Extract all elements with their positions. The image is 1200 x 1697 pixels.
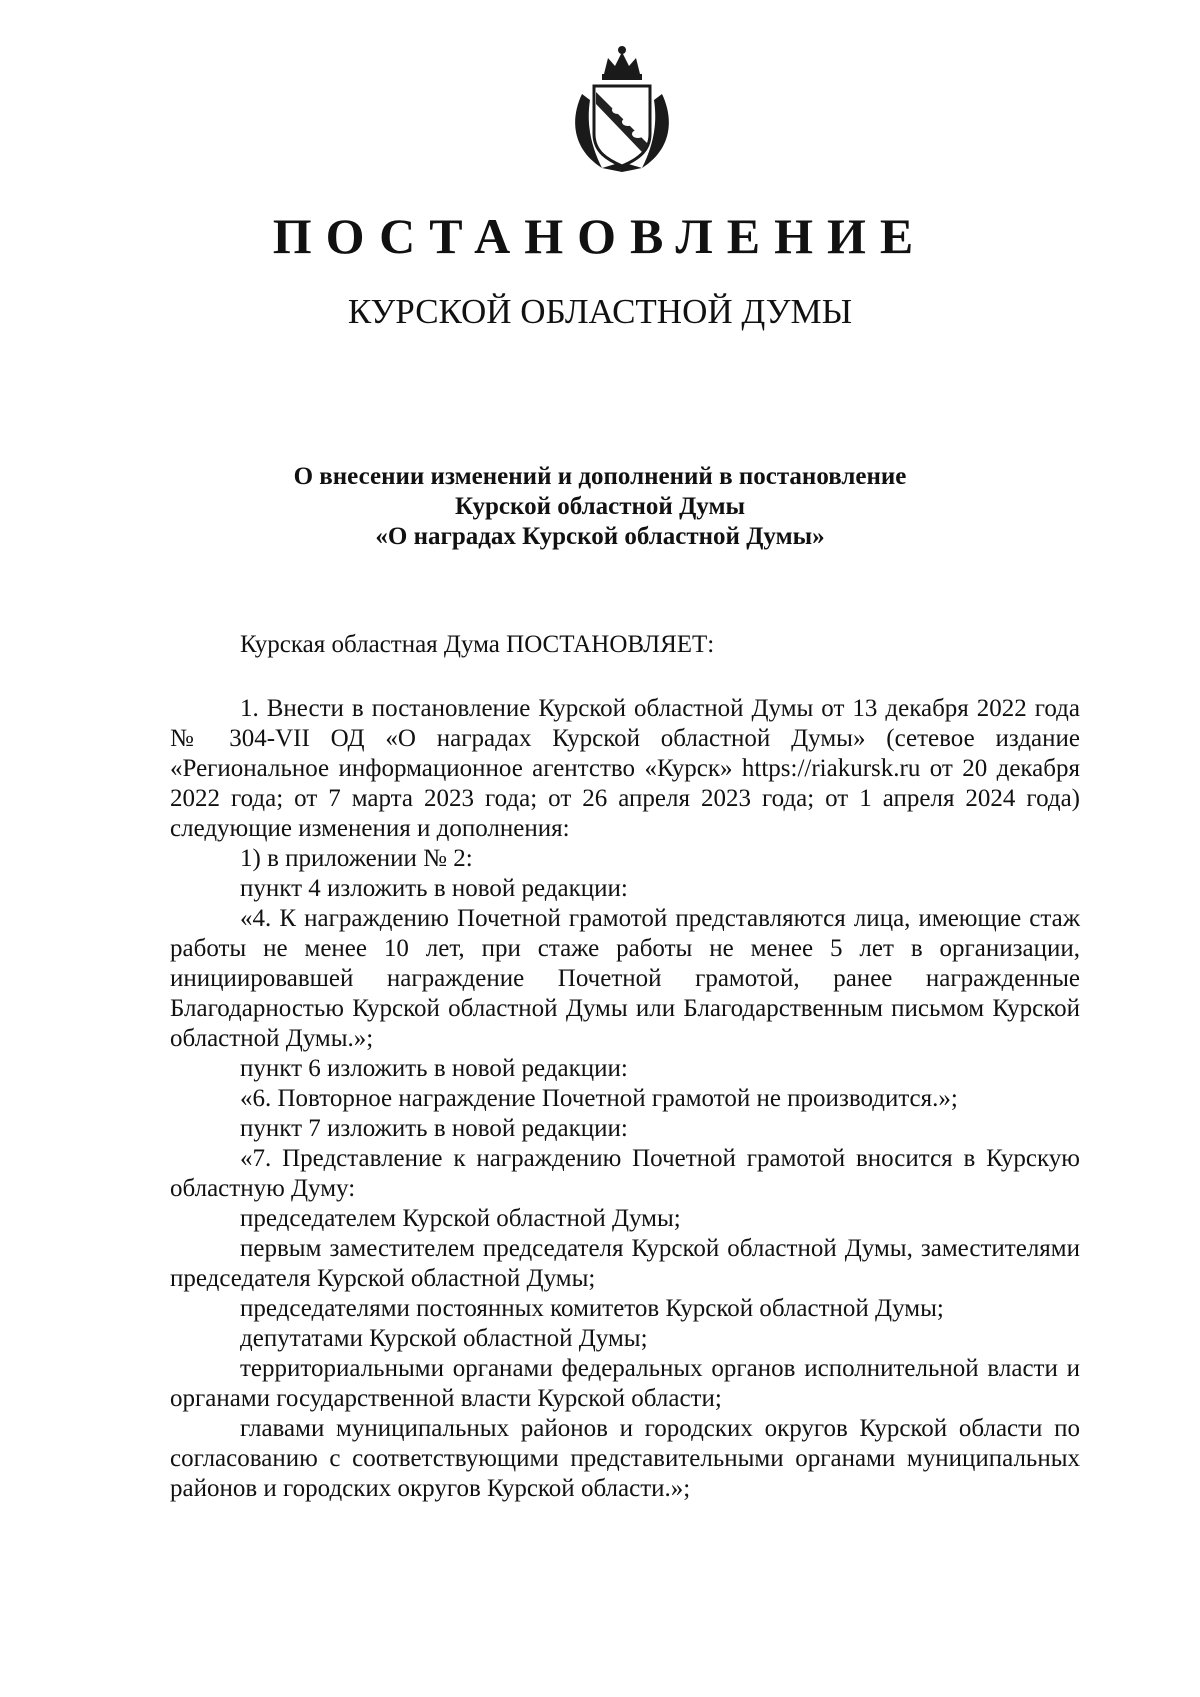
- document-body: [170, 630, 1080, 1504]
- body-paragraph: пункт 4 изложить в новой редакции:: [240, 875, 628, 902]
- body-paragraph: председателями постоянных комитетов Курской областной Думы;: [240, 1295, 944, 1322]
- body-paragraph: первым заместителем председателя Курской областной Думы, заместителями председателя Курской областной Думы;: [170, 1235, 1080, 1292]
- body-paragraph: главами муниципальных районов и городских округов Курской области по согласованию с соответствующими представительными органами муниципальных районов и городских округов Курской области.»;: [170, 1415, 1080, 1502]
- body-paragraph: 1) в приложении № 2:: [240, 845, 473, 872]
- body-paragraph: пункт 6 изложить в новой редакции:: [240, 1055, 628, 1082]
- resolution-preamble: Курская областная Дума ПОСТАНОВЛЯЕТ:: [240, 631, 715, 658]
- document-heading: [0, 462, 1200, 552]
- document-issuer: КУРСКОЙ ОБЛАСТНОЙ ДУМЫ: [347, 292, 853, 331]
- heading-line: Курской областной Думы: [455, 493, 745, 520]
- body-paragraph: «4. К награждению Почетной грамотой представляются лица, имеющие стаж работы не менее 10 лет, при стаже работы не менее 5 лет в организации, инициировавшей награждение Почетной грамотой, ранее награжденные Благодарностью Курской областной Думы или Благодарственным письмом Курской областной Думы.»;: [170, 905, 1080, 1052]
- body-paragraph: «7. Представление к награждению Почетной грамотой вносится в Курскую областную Думу:: [170, 1145, 1080, 1202]
- body-paragraph: депутатами Курской областной Думы;: [240, 1325, 648, 1352]
- document-type-title: ПОСТАНОВЛЕНИЕ: [272, 208, 928, 264]
- body-paragraph: территориальными органами федеральных органов исполнительной власти и органами государственной власти Курской области;: [170, 1355, 1080, 1412]
- heading-line: О внесении изменений и дополнений в постановление: [293, 463, 907, 490]
- heading-line: «О наградах Курской областной Думы»: [375, 523, 825, 550]
- body-paragraph: «6. Повторное награждение Почетной грамотой не производится.»;: [240, 1085, 958, 1112]
- coat-of-arms-icon: [562, 44, 682, 176]
- body-paragraph: председателем Курской областной Думы;: [240, 1205, 681, 1232]
- body-paragraph: 1. Внести в постановление Курской областной Думы от 13 декабря 2022 года № 304-VII ОД «О наградах Курской областной Думы» (сетевое издание «Региональное информационное агентство «Курск» https://riakursk.ru от 20 декабря 2022 года; от 7 марта 2023 года; от 26 апреля 2023 года; от 1 апреля 2024 года) следующие изменения и дополнения:: [170, 695, 1080, 842]
- body-paragraph: пункт 7 изложить в новой редакции:: [240, 1115, 628, 1142]
